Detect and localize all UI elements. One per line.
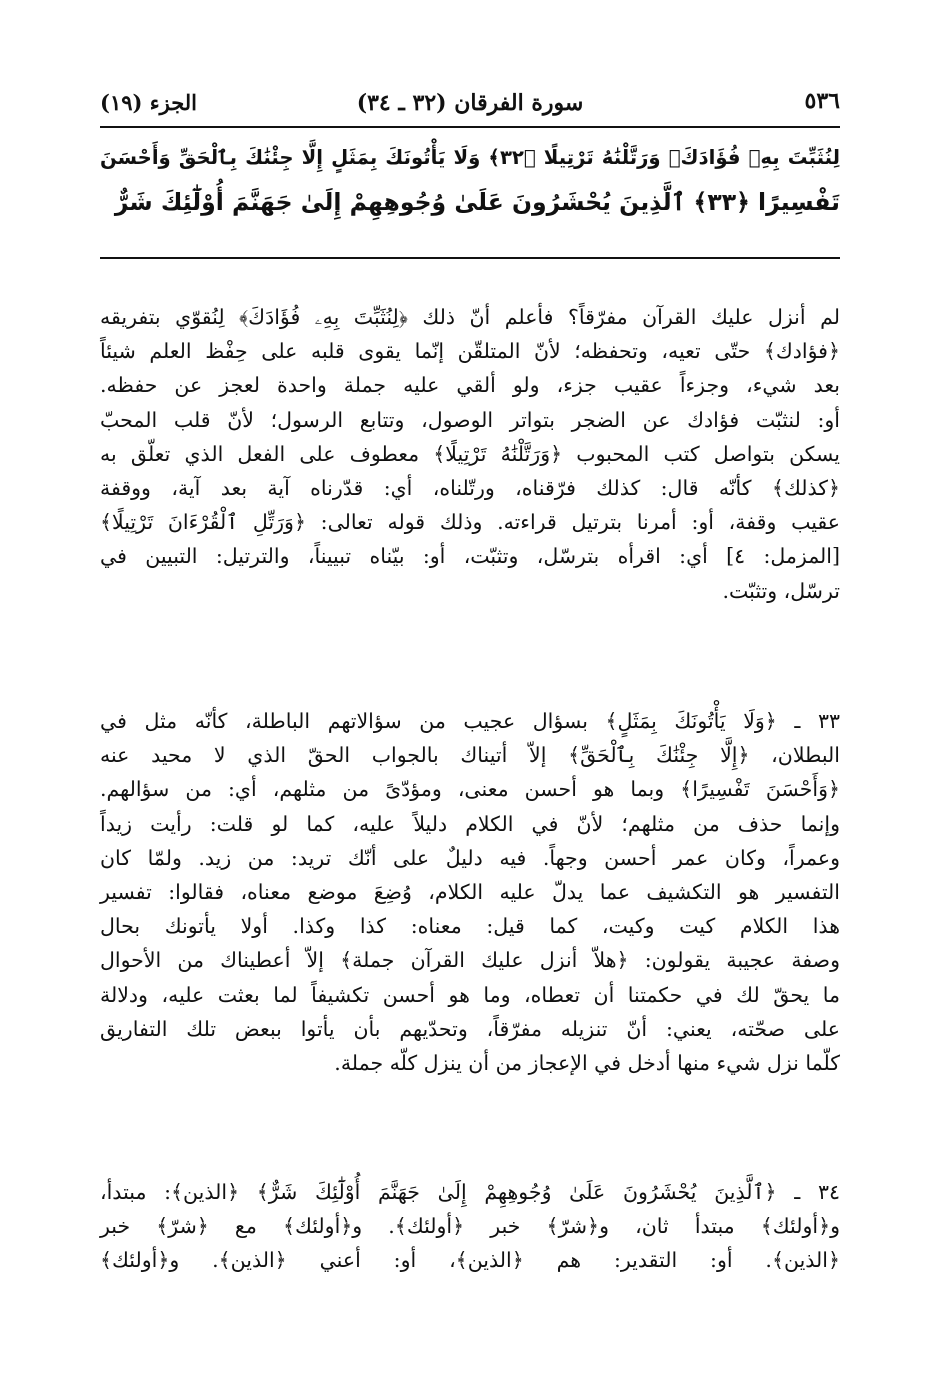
text-line: ﴿الذين﴾. أو: التقدير: هم ﴿الذين﴾، أو: أعني ﴿الذين﴾. و﴿أولئك﴾ xyxy=(100,1248,840,1273)
text-line: ٣٤ ـ ﴿ٱلَّذِينَ يُحْشَرُونَ عَلَىٰ وُجُوهِهِمْ إِلَىٰ جَهَنَّمَ أُوْلَٰٓئِكَ شَرٌّ﴾ ﴿الذين﴾: مبتدأ، xyxy=(100,1180,840,1204)
text-line: و﴿أولئك﴾ مبتدأ ثان، و﴿شرّ﴾ خبر ﴿أولئك﴾. و﴿أولئك﴾ مع ﴿شرّ﴾ خبر xyxy=(100,1214,840,1239)
text-line: لم أنزل عليك القرآن مفرّقاً؟ فأعلم أنّ ذلك ﴿لِنُثَبِّتَ بِهِۦ فُؤَادَكَ﴾ لِنُقوّي بتفريقه xyxy=(100,305,840,329)
text-line: أو: لنثبّت فؤادك عن الضجر بتواتر الوصول، وتتابع الرسول؛ لأنّ قلب المحبّ xyxy=(100,407,840,432)
juz-label: الجزء (١٩) xyxy=(100,90,197,115)
page-number: ٥٣٦ xyxy=(804,88,840,114)
text-line: ﴿كذلك﴾ كأنّه قال: كذلك فرّقناه، ورتّلناه، أي: قدّرناه آية بعد آية، ووقفة xyxy=(100,476,840,501)
text-line: هذا الكلام كيت وكيت، كما قيل: معناه: كذا وكذا. أولا يأتونك بحال xyxy=(100,914,840,939)
text-line: التفسير هو التكشيف عما يدلّ عليه الكلام، وُضِعَ موضع معناه، فقالوا: تفسير xyxy=(100,880,840,905)
text-line: وعمراً، وكان عمر أحسن وجهاً. فيه دليلٌ على أنّك تريد: من زيد. ولمّا كان xyxy=(100,845,840,870)
text-line: على صحّته، يعني: أنّ تنزيله مفرّقاً، وتحدّيهم بأن يأتوا ببعض تلك التفاريق xyxy=(100,1016,840,1041)
text-line: بعد شيء، وجزءاً عقيب جزء، ولو ألقي عليه جملة واحدة لعجز عن حفظه. xyxy=(100,373,840,398)
surah-title: سورة الفرقان (٣٢ ـ ٣٤) xyxy=(356,90,584,116)
text-line: ﴿فؤادك﴾ حتّى تعيه، وتحفظه؛ لأنّ المتلقّن إنّما يقوى قلبه على حِفْظ العلم شيئاً xyxy=(100,339,840,364)
text-line: ﴿وَأَحْسَنَ تَفْسِيرًا﴾ وبما هو أحسن معنى، ومؤدّىً من مثلهم، أي: من سؤالهم. xyxy=(100,777,840,802)
running-header xyxy=(100,86,840,128)
text-line: وإنما حذف من مثلهم؛ لأنّ في الكلام دليلاً عليه، كما لو قلت: رأيت زيداً xyxy=(100,811,840,836)
text-line: البطلان، ﴿إِلَّا جِئْنَٰكَ بِٱلْحَقِّ﴾ إلاّ أتيناك بالجواب الحقّ الذي لا محيد عنه xyxy=(100,743,840,768)
text-line: [المزمل: ٤] أي: اقرأه بترسّل، وتثبّت، أو: بيّناه تبييناً، والترتيل: التبيين في xyxy=(100,544,840,569)
commentary-paragraph-3 xyxy=(100,1175,840,1278)
text-line: ترسّل، وتثبّت. xyxy=(722,578,840,603)
commentary-paragraph-2 xyxy=(100,704,840,1080)
quran-verses xyxy=(100,136,840,224)
text-line: ما يحقّ لك في حكمتنا أن تعطاه، وما هو أحسن تكشيفاً لما بعثت عليه، ودلالة xyxy=(100,982,840,1007)
text-line: كلّما نزل شيء منها أدخل في الإعجاز من أن ينزل كلّه جملة. xyxy=(334,1051,840,1076)
commentary-paragraph-1 xyxy=(100,300,840,608)
divider-line xyxy=(100,257,840,259)
text-line: وصفة عجيبة يقولون: ﴿هلاّ أنزل عليك القرآن جملة﴾ إلاّ أعطيناك من الأحوال xyxy=(100,948,840,973)
text-line: عقيب وقفة، أو: أمرنا بترتيل قراءته. وذلك قوله تعالى: ﴿وَرَتِّلِ ٱلْقُرْءَانَ تَرْتِيلًا﴾ xyxy=(100,510,840,535)
text-line: يسكن بتواصل كتب المحبوب ﴿وَرَتَّلْنَٰهُ تَرْتِيلًا﴾ معطوف على الفعل الذي تعلّق به xyxy=(100,441,840,466)
quran-line: لِنُثَبِّتَ بِهِۦ فُؤَادَكَۖ وَرَتَّلْنَٰهُ تَرْتِيلًا ﴿٣٢﴾ وَلَا يَأْتُونَكَ بِمَثَلٍ إِلَّا جِئْنَٰكَ بِٱلْحَقِّ وَأَحْسَنَ xyxy=(100,146,840,169)
text-line: ٣٣ ـ ﴿وَلَا يَأْتُونَكَ بِمَثَلٍ﴾ بسؤال عجيب من سؤالاتهم الباطلة، كأنّه مثل في xyxy=(100,709,840,733)
quran-line: تَفْسِيرًا ﴿٣٣﴾ ٱلَّذِينَ يُحْشَرُونَ عَلَىٰ وُجُوهِهِمْ إِلَىٰ جَهَنَّمَ أُوْلَٰٓئِكَ شَرٌّ xyxy=(114,188,840,216)
